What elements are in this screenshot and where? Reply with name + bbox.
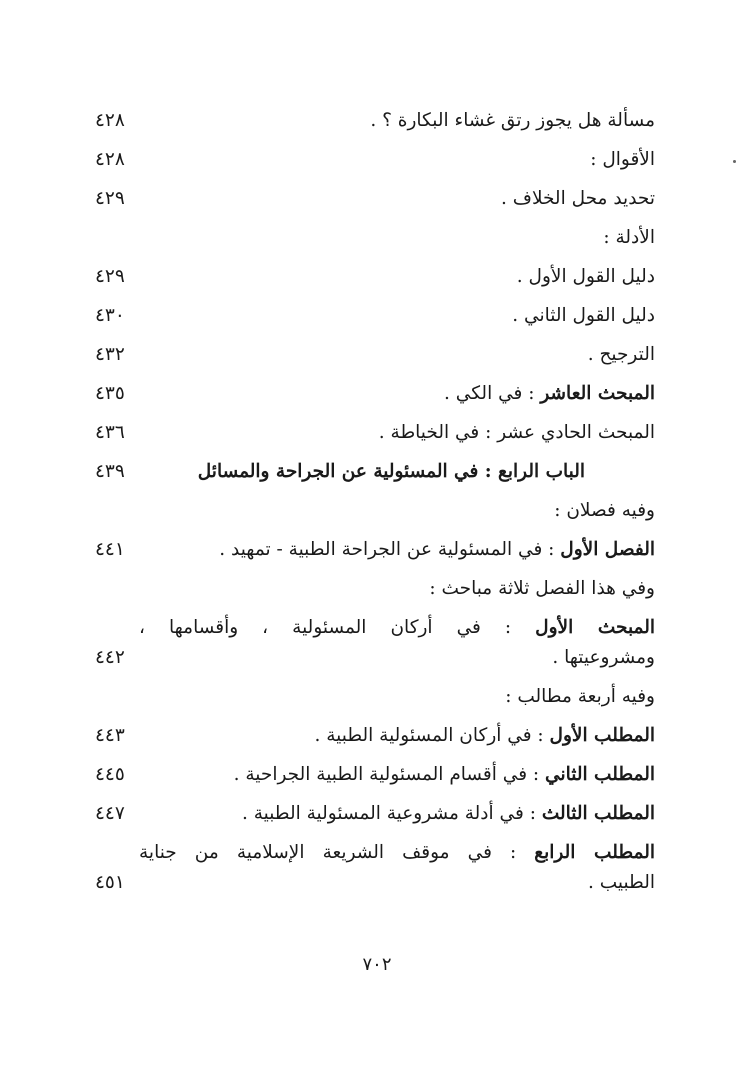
toc-entry [95, 870, 655, 896]
toc-entry-heading: الفصل الأول [560, 539, 655, 560]
toc-entry-page: ٤٤١ [95, 539, 125, 560]
toc-entry-heading: الباب الرابع : في المسئولية عن الجراحة والمسائل [197, 461, 585, 482]
toc-entry [95, 615, 655, 641]
toc-entry-heading: المطلب الثالث [541, 803, 655, 824]
toc-entry [95, 576, 655, 602]
toc-entry-text: مسألة هل يجوز رتق غشاء البكارة ؟ . [370, 110, 655, 131]
toc-entry-text: تحديد محل الخلاف . [501, 188, 655, 209]
toc-entry [95, 762, 655, 788]
page-number: ٧٠٢ [362, 954, 392, 975]
toc-entry-text: دليل القول الثاني . [512, 305, 655, 326]
toc-entry-text [198, 459, 655, 485]
toc-entry [95, 684, 655, 710]
toc-entry-part [95, 459, 655, 485]
toc-entry [95, 723, 655, 749]
toc-entry-text: وفي هذا الفصل ثلاثة مباحث : [429, 578, 655, 599]
toc-entry [95, 108, 655, 134]
toc-entry-text: المطلب الرابع : في موقف الشريعة الإسلامية من جناية [139, 842, 655, 863]
toc-entry-page: ٤٤٢ [95, 647, 125, 668]
toc-entry-text: وفيه فصلان : [554, 500, 655, 521]
toc-entry [95, 498, 655, 524]
toc-entry-page: ٤٣٦ [95, 422, 125, 443]
toc-entry-text: الأدلة : [603, 227, 655, 248]
toc-entry-page: ٤٤٧ [95, 803, 125, 824]
toc-entry-page: ٤٣٥ [95, 383, 125, 404]
toc-entry-page: ٤٢٨ [95, 149, 125, 170]
toc-entry-text: المطلب الثالث : في أدلة مشروعية المسئولية الطبية . [241, 803, 655, 824]
toc-entry [95, 537, 655, 563]
toc-entry [95, 381, 655, 407]
toc-entry-page: ٤٢٩ [95, 188, 125, 209]
toc-entry-page: ٤٤٣ [95, 725, 125, 746]
scan-speck [733, 160, 736, 163]
toc-entry-text: ومشروعيتها . [552, 647, 655, 668]
toc-entry-text: وفيه أربعة مطالب : [505, 686, 655, 707]
toc-entry-text: دليل القول الأول . [516, 266, 655, 287]
toc-entry-text: الترجيح . [587, 344, 655, 365]
toc-entry [95, 420, 655, 446]
toc-entry-text: الأقوال : [590, 149, 655, 170]
toc-entry-page: ٤٣٠ [95, 305, 125, 326]
toc-entry-text: المطلب الثاني : في أقسام المسئولية الطبية الجراحية . [233, 764, 655, 785]
toc-entry-text: المطلب الأول : في أركان المسئولية الطبية . [314, 725, 655, 746]
toc-entry-heading: المطلب الأول [549, 725, 655, 746]
toc-entry [95, 342, 655, 368]
toc-entry-heading: المطلب الرابع [534, 842, 655, 863]
toc-entry-text: الطبيب . [587, 872, 655, 893]
toc-entry [95, 801, 655, 827]
toc-entry [95, 264, 655, 290]
toc-entry [95, 225, 655, 251]
toc-entry-page: ٤٤٥ [95, 764, 125, 785]
toc-entry-page: ٤٣٩ [95, 461, 125, 482]
toc-entry-text: المبحث الأول : في أركان المسئولية ، وأقسامها ، [139, 617, 655, 638]
toc-entry-text: المبحث الحادي عشر : في الخياطة . [378, 422, 655, 443]
toc-entry [95, 147, 655, 173]
toc-entry-page: ٤٢٨ [95, 110, 125, 131]
toc-entry-heading: المبحث العاشر [540, 383, 655, 404]
toc-entry-text: المبحث العاشر : في الكي . [444, 383, 655, 404]
toc-entry-heading: المطلب الثاني [545, 764, 655, 785]
toc-entry [95, 303, 655, 329]
toc-entry [95, 645, 655, 671]
table-of-contents [95, 108, 655, 909]
toc-entry-page: ٤٢٩ [95, 266, 125, 287]
toc-entry-page: ٤٥١ [95, 872, 125, 893]
toc-entry-text: الفصل الأول : في المسئولية عن الجراحة الطبية - تمهيد . [219, 539, 655, 560]
toc-entry [95, 840, 655, 866]
toc-entry [95, 186, 655, 212]
toc-entry-page: ٤٣٢ [95, 344, 125, 365]
toc-entry-heading: المبحث الأول [535, 617, 655, 638]
